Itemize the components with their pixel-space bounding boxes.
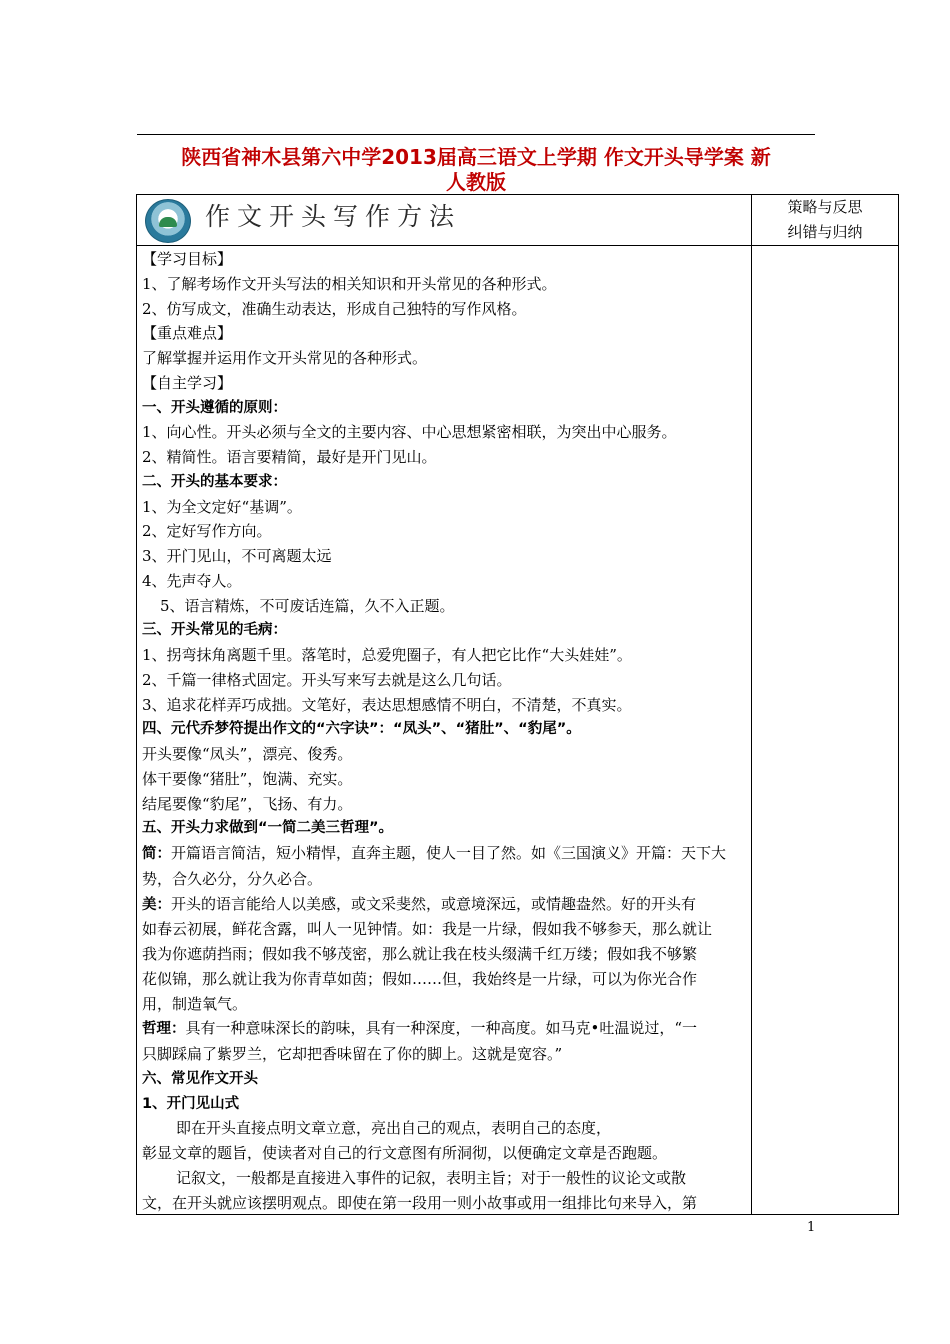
term-label: 美：: [142, 896, 171, 913]
side-notes-cell: [752, 246, 899, 1215]
text-line: 1、了解考场作文开头写法的相关知识和开头常见的各种形式。: [142, 274, 557, 293]
text-line: 文，在开头就应该摆明观点。即使在第一段用一则小故事或用一组排比句来导入，第: [142, 1193, 698, 1212]
heading: 六、常见作文开头: [142, 1070, 258, 1087]
section-label: 【自主学习】: [142, 373, 233, 392]
document-title: [137, 145, 815, 195]
text-line: 花似锦，那么就让我为你青草如茵；假如……但，我始终是一片绿，可以为你光合作: [142, 969, 698, 988]
heading: 四、元代乔梦符提出作文的“六字诀”：“凤头”、“猪肚”、“豹尾”。: [142, 721, 581, 738]
text-line: 如春云初展，鲜花含露，叫人一见钟情。如：我是一片绿，假如我不够参天，那么就让: [142, 920, 713, 939]
page-number: 1: [807, 1220, 816, 1235]
text-line: 势，合久必分，分久必合。: [142, 869, 323, 888]
text-line: [142, 1016, 745, 1042]
text-line: 了解掌握并运用作文开头常见的各种形式。: [142, 349, 428, 367]
side-header-line-1: 策略与反思: [787, 198, 863, 216]
title-line-2: 人教版: [446, 170, 506, 194]
text-line: 体干要像“猪肚”，饱满、充实。: [142, 769, 353, 788]
text-line: [142, 841, 745, 867]
section-label: 【重点难点】: [142, 324, 233, 343]
heading: 二、开头的基本要求：: [142, 473, 287, 490]
text-line: 3、开门见山，不可离题太远: [142, 547, 332, 565]
banner-title: 作文开头写作方法: [205, 202, 462, 231]
heading: 五、开头力求做到“一简二美三哲理”。: [142, 820, 394, 837]
text-line: 4、先声夺人。: [142, 571, 242, 590]
heading: 一、开头遵循的原则：: [142, 399, 287, 416]
side-header-line-2: 纠错与归纳: [787, 223, 863, 241]
term-label: 简：: [142, 846, 171, 862]
text-line: 2、精简性。语言要精简，最好是开门见山。: [142, 448, 437, 466]
content-body: [137, 246, 751, 1214]
text-line: 1、为全文定好“基调”。: [142, 497, 302, 516]
text-line: [142, 892, 745, 918]
term-text: 具有一种意味深长的韵味，具有一种深度，一种高度。如马克•吐温说过，“一: [185, 1019, 698, 1038]
banner-cell: [137, 195, 752, 246]
side-column-header: [752, 195, 899, 246]
text-line: 2、仿写成文，准确生动表达，形成自己独特的写作风格。: [142, 299, 527, 318]
study-plan-table: [136, 194, 899, 1215]
text-line: 只脚踩扁了紫罗兰，它却把香味留在了你的脚上。这就是宽容。”: [142, 1045, 563, 1063]
heading: 三、开头常见的毛病：: [142, 622, 287, 639]
text-line: 1、拐弯抹角离题千里。落笔时，总爱兜圈子，有人把它比作“大头娃娃”。: [142, 646, 632, 664]
school-emblem-icon: [145, 199, 191, 243]
text-line: 记叙文，一般都是直接进入事件的记叙，表明主旨；对于一般性的议论文或散: [176, 1168, 687, 1187]
text-line: 2、千篇一律格式固定。开头写来写去就是这么几句话。: [142, 670, 512, 689]
text-line: 开头要像“凤头”，漂亮、俊秀。: [142, 745, 353, 763]
text-line: 结尾要像“豹尾”，飞扬、有力。: [142, 794, 353, 813]
title-line-1: 陕西省神木县第六中学2013届高三语文上学期 作文开头导学案 新: [181, 145, 771, 169]
text-line: 彰显文章的题旨，使读者对自己的行文意图有所洞彻，以便确定文章是否跑题。: [142, 1144, 668, 1162]
main-content-cell: [137, 246, 752, 1215]
term-text: 开篇语言简洁，短小精悍，直奔主题，使人一目了然。如《三国演义》开篇：天下大: [171, 844, 727, 862]
term-label: 哲理：: [142, 1021, 186, 1038]
text-line: 我为你遮荫挡雨；假如我不够茂密，那么就让我在枝头缀满千红万缕；假如我不够繁: [142, 945, 698, 963]
text-line: 1、向心性。开头必须与全文的主要内容、中心思想紧密相联，为突出中心服务。: [142, 423, 677, 442]
top-rule: [137, 134, 815, 135]
text-line: 5、语言精炼，不可废话连篇，久不入正题。: [160, 596, 455, 615]
subheading: 1、开门见山式: [142, 1095, 240, 1112]
term-text: 开头的语言能给人以美感，或文采斐然，或意境深远，或情趣盎然。好的开头有: [171, 894, 697, 913]
text-line: 2、定好写作方向。: [142, 522, 272, 541]
section-label: 【学习目标】: [142, 250, 233, 268]
text-line: 用，制造氧气。: [142, 994, 248, 1013]
text-line: 即在开头直接点明文章立意，亮出自己的观点，表明自己的态度，: [176, 1119, 612, 1138]
text-line: 3、追求花样弄巧成拙。文笔好，表达思想感情不明白，不清楚，不真实。: [142, 695, 632, 714]
